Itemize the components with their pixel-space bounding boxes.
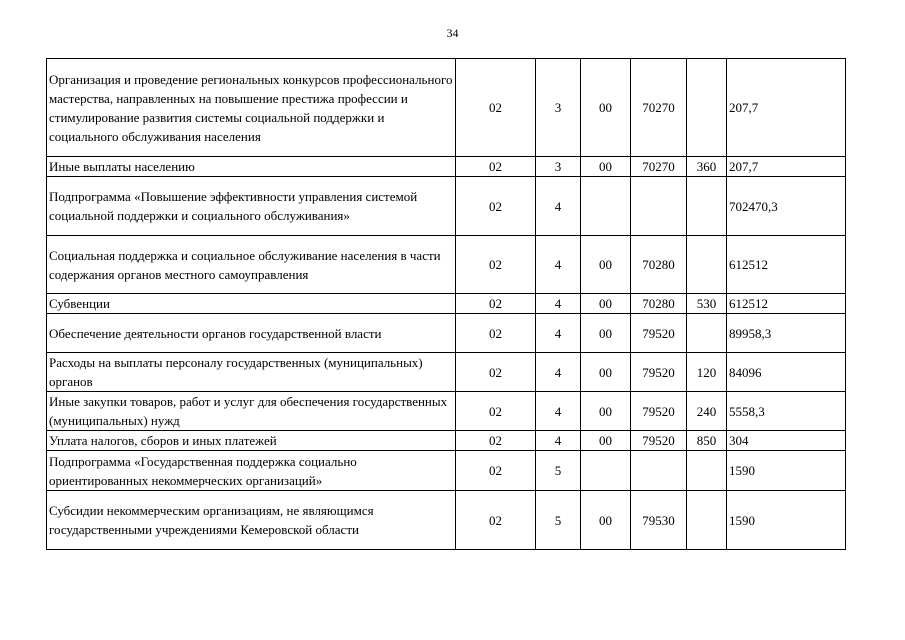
table-row: [47, 157, 846, 177]
amount: 84096: [727, 353, 846, 392]
row-name: Субвенции: [47, 294, 456, 314]
row-name: Обеспечение деятельности органов государственной власти: [47, 314, 456, 353]
code-subprogram: 00: [581, 491, 631, 550]
amount: 1590: [727, 451, 846, 491]
row-name: Уплата налогов, сборов и иных платежей: [47, 431, 456, 451]
budget-table: [46, 58, 846, 550]
code-subprogram: 00: [581, 431, 631, 451]
code-direction: 79520: [631, 353, 687, 392]
row-name: Организация и проведение региональных конкурсов профессионального мастерства, направленных на повышение престижа профессии и стимулирование развития системы социальной поддержки и социального обслуживания населения: [47, 59, 456, 157]
code-direction: 70270: [631, 157, 687, 177]
code-ministry: 02: [456, 491, 536, 550]
code-program: 5: [536, 451, 581, 491]
code-ministry: 02: [456, 392, 536, 431]
amount: 304: [727, 431, 846, 451]
code-expense-type: 530: [687, 294, 727, 314]
row-name: Субсидии некоммерческим организациям, не являющимся государственными учреждениями Кемеровской области: [47, 491, 456, 550]
code-program: 4: [536, 177, 581, 236]
table-row: [47, 392, 846, 431]
code-subprogram: 00: [581, 157, 631, 177]
code-program: 4: [536, 314, 581, 353]
page-number: 34: [446, 26, 459, 40]
table-row: [47, 491, 846, 550]
code-program: 4: [536, 431, 581, 451]
code-direction: 79520: [631, 431, 687, 451]
code-expense-type: [687, 314, 727, 353]
code-program: 4: [536, 353, 581, 392]
amount: 5558,3: [727, 392, 846, 431]
code-program: 3: [536, 157, 581, 177]
code-ministry: 02: [456, 294, 536, 314]
table-row: [47, 59, 846, 157]
code-ministry: 02: [456, 157, 536, 177]
code-subprogram: [581, 451, 631, 491]
code-subprogram: 00: [581, 314, 631, 353]
code-ministry: 02: [456, 353, 536, 392]
code-direction: [631, 177, 687, 236]
amount: 89958,3: [727, 314, 846, 353]
row-name: Социальная поддержка и социальное обслуживание населения в части содержания органов местного самоуправления: [47, 236, 456, 294]
code-expense-type: 850: [687, 431, 727, 451]
code-subprogram: 00: [581, 294, 631, 314]
code-direction: 79530: [631, 491, 687, 550]
amount: 1590: [727, 491, 846, 550]
code-expense-type: 120: [687, 353, 727, 392]
row-name: Подпрограмма «Государственная поддержка социально ориентированных некоммерческих организаций»: [47, 451, 456, 491]
code-subprogram: 00: [581, 392, 631, 431]
code-direction: 70270: [631, 59, 687, 157]
table-row: [47, 294, 846, 314]
code-expense-type: [687, 177, 727, 236]
code-program: 4: [536, 294, 581, 314]
code-expense-type: [687, 451, 727, 491]
code-program: 5: [536, 491, 581, 550]
code-subprogram: [581, 177, 631, 236]
row-name: Иные закупки товаров, работ и услуг для обеспечения государственных (муниципальных) нужд: [47, 392, 456, 431]
table-row: [47, 314, 846, 353]
code-direction: 79520: [631, 392, 687, 431]
amount: 207,7: [727, 59, 846, 157]
code-expense-type: 360: [687, 157, 727, 177]
code-ministry: 02: [456, 451, 536, 491]
amount: 612512: [727, 236, 846, 294]
code-expense-type: 240: [687, 392, 727, 431]
code-direction: 70280: [631, 294, 687, 314]
code-ministry: 02: [456, 314, 536, 353]
code-direction: 79520: [631, 314, 687, 353]
code-expense-type: [687, 491, 727, 550]
code-ministry: 02: [456, 177, 536, 236]
table-row: [47, 236, 846, 294]
code-program: 4: [536, 236, 581, 294]
code-ministry: 02: [456, 236, 536, 294]
table-row: [47, 177, 846, 236]
row-name: Иные выплаты населению: [47, 157, 456, 177]
amount: 702470,3: [727, 177, 846, 236]
code-expense-type: [687, 236, 727, 294]
code-expense-type: [687, 59, 727, 157]
code-program: 4: [536, 392, 581, 431]
code-ministry: 02: [456, 431, 536, 451]
row-name: Расходы на выплаты персоналу государственных (муниципальных) органов: [47, 353, 456, 392]
code-ministry: 02: [456, 59, 536, 157]
row-name: Подпрограмма «Повышение эффективности управления системой социальной поддержки и социального обслуживания»: [47, 177, 456, 236]
code-subprogram: 00: [581, 353, 631, 392]
amount: 207,7: [727, 157, 846, 177]
code-subprogram: 00: [581, 236, 631, 294]
table-row: [47, 353, 846, 392]
code-direction: [631, 451, 687, 491]
table-row: [47, 431, 846, 451]
table-row: [47, 451, 846, 491]
code-program: 3: [536, 59, 581, 157]
code-direction: 70280: [631, 236, 687, 294]
amount: 612512: [727, 294, 846, 314]
code-subprogram: 00: [581, 59, 631, 157]
